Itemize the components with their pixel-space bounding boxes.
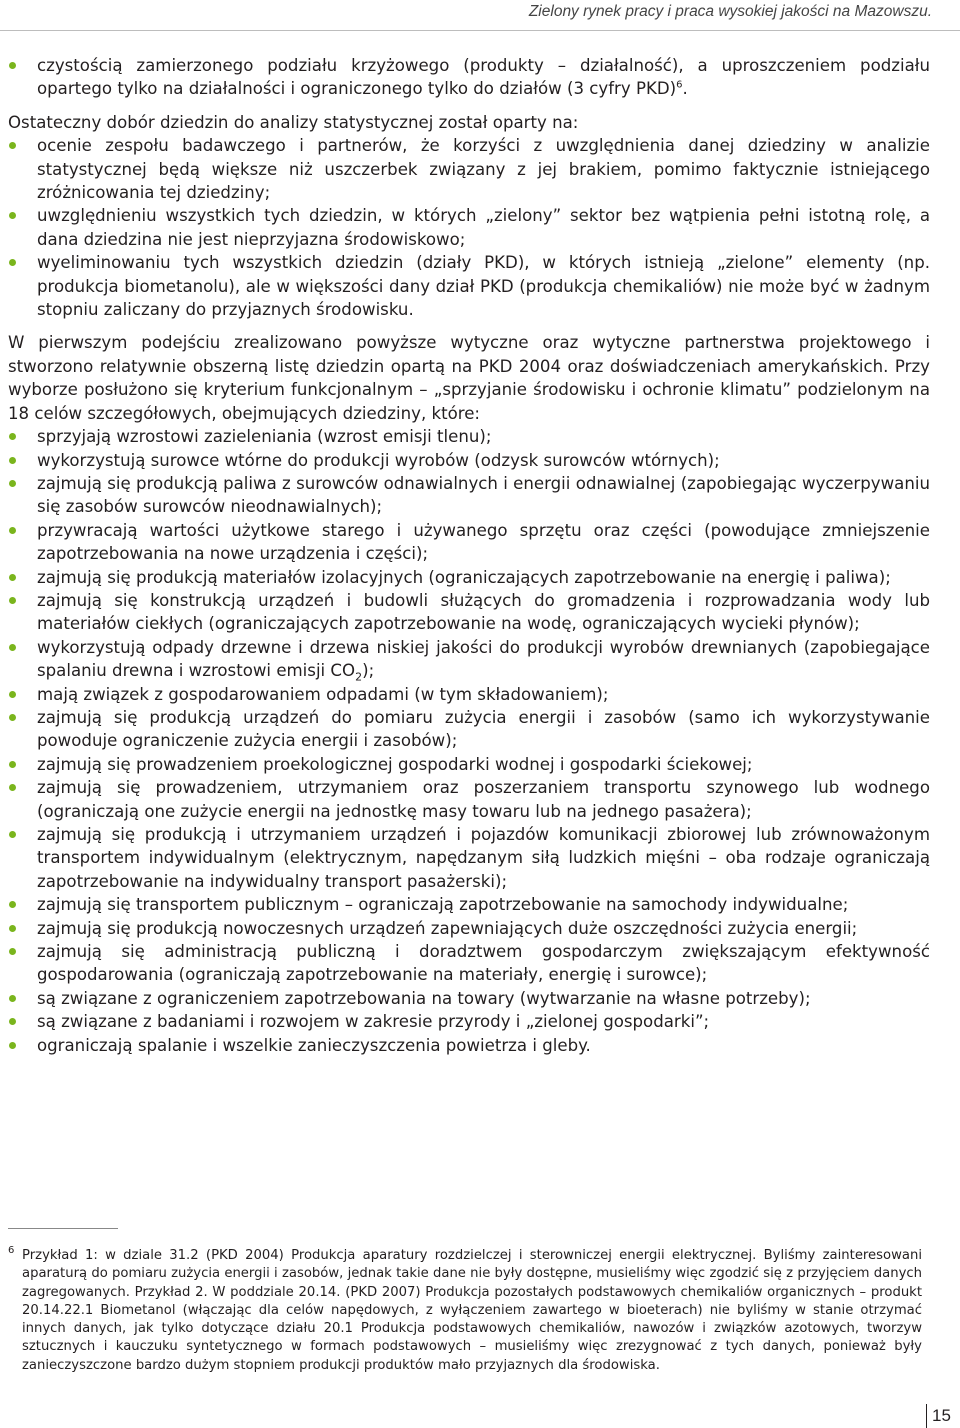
list-item: ograniczają spalanie i wszelkie zanieczyszczenia powietrza i gleby. [8, 1034, 930, 1057]
list-item: zajmują się prowadzeniem, utrzymaniem oraz poszerzaniem transportu szynowego lub wodnego (ograniczają one zużycie energii na jednostkę masy towaru lub na jednego pasażera); [8, 776, 930, 823]
list-item: zajmują się produkcją i utrzymaniem urządzeń i pojazdów komunikacji zbiorowej lub zrównoważonym transportem indywidualnym (elektrycznym, napędzanym siłą ludzkich mięśni – oba rodzaje ograniczają zapotrzebowanie na indywidualny transport pasażerski); [8, 823, 930, 893]
paragraph: Ostateczny dobór dziedzin do analizy statystycznej został oparty na: [8, 112, 579, 132]
paragraph: W pierwszym podejściu zrealizowano powyższe wytyczne oraz wytyczne partnerstwa projektowego i stworzono relatywnie obszerną listę dziedzin opartą na PKD 2004 oraz doświadczeniach amerykańskich. Przy wyborze posłużono się kryterium funkcjonalnym – „sprzyjanie środowisku i ochronie klimatu” podzielonym na 18 celów szczegółowych, obejmujących dziedziny, które: [8, 333, 930, 423]
bullet-list-domains [8, 425, 930, 1057]
footnote-number: 6 [8, 1245, 15, 1256]
footnote-text: Przykład 1: w dziale 31.2 (PKD 2004) Produkcja aparatury rozdzielczej i sterowniczej energii elektrycznej. Byliśmy zainteresowani aparaturą do pomiaru zużycia energii i zasobów, jednak takie dane nie były dostępne, musieliśmy więc zgodzić się z przyjęciem danych zagregowanych. Przykład 2. W poddziale 20.14. (PKD 2007) Produkcja pozostałych podstawowych chemikaliów organicznych – produkt 20.14.22.1 Biometanol (włączając dla celów napędowych, z wyłączeniem zawartego w bioeterach) nie byliśmy w stanie otrzymać innych danych, jak tylko dotyczące działu 20.1 Produkcja podstawowych chemikaliów, nawozów i związków azotowych, tworzyw sztucznych i kauczuku syntetycznego w formach podstawowych – musieliśmy więc zrezygnować z tych danych, ponieważ były zanieczyszczone bardzo dużym stopniem produkcji produktów mało przyjaznych dla środowiska. [22, 1248, 922, 1373]
list-item: przywracają wartości użytkowe starego i używanego sprzętu oraz części (powodujące zmniejszenie zapotrzebowania na nowe urządzenia i części); [8, 519, 930, 566]
list-item: wykorzystują surowce wtórne do produkcji wyrobów (odzysk surowców wtórnych); [8, 449, 930, 472]
list-item: uwzględnieniu wszystkich tych dziedzin, w których „zielony” sektor bez wątpienia pełni istotną rolę, a dana dziedzina nie jest nieprzyjazna środowiskowo; [8, 204, 930, 251]
list-item: ocenie zespołu badawczego i partnerów, że korzyści z uwzględnienia danej dziedziny w analizie statystycznej będą większe niż uszczerbek związany z jej brakiem, pomimo faktycznie istniejącego zróżnicowania tej dziedziny; [8, 134, 930, 204]
list-item: zajmują się konstrukcją urządzeń i budowli służących do gromadzenia i rozprowadzania wody lub materiałów ciekłych (ograniczających zapotrzebowanie na wodę, ograniczających wycieki płynów); [8, 589, 930, 636]
list-item: zajmują się prowadzeniem proekologicznej gospodarki wodnej i gospodarki ściekowej; [8, 753, 930, 776]
list-item: zajmują się produkcją urządzeń do pomiaru zużycia energii i zasobów (samo ich wykorzystywanie powoduje ograniczenie zużycia energii i zasobów); [8, 706, 930, 753]
main-content [8, 54, 930, 1057]
list-item: sprzyjają wzrostowi zazieleniania (wzrost emisji tlenu); [8, 425, 930, 448]
list-item: wyeliminowaniu tych wszystkich dziedzin (działy PKD), w których istnieją „zielone” elementy (np. produkcja biometanolu), ale w większości dany dział PKD (produkcja chemikaliów) nie może być w żadnym stopniu zaliczany do przyjaznych środowisku. [8, 251, 930, 321]
list-item: zajmują się administracją publiczną i doradztwem gospodarczym zwiększającym efektywność gospodarowania (ograniczają zapotrzebowanie na materiały, energię i surowce); [8, 940, 930, 987]
list-item: zajmują się produkcją paliwa z surowców odnawialnych i energii odnawialnej (zapobiegając wyczerpywaniu się zasobów surowców nieodnawialnych); [8, 472, 930, 519]
list-item: mają związek z gospodarowaniem odpadami (w tym składowaniem); [8, 683, 930, 706]
list-item: zajmują się produkcją materiałów izolacyjnych (ograniczających zapotrzebowanie na energię i paliwa); [8, 566, 930, 589]
footnote [8, 1247, 922, 1375]
list-item: czystością zamierzonego podziału krzyżowego (produkty – działalność), a uproszczeniem podziału opartego tylko na działalności i ograniczonego tylko do działów (3 cyfry PKD)$^6$. [8, 54, 930, 101]
header-rule [0, 30, 960, 31]
footnote-ref[interactable]: 6 [676, 79, 683, 91]
list-item: zajmują się produkcją nowoczesnych urządzeń zapewniających duże oszczędności zużycia energii; [8, 917, 930, 940]
footnote-rule [8, 1228, 118, 1229]
running-header: Zielony rynek pracy i praca wysokiej jakości na Mazowszu. [528, 3, 932, 20]
list-item: są związane z badaniami i rozwojem w zakresie przyrody i „zielonej gospodarki”; [8, 1010, 930, 1033]
list-item: są związane z ograniczeniem zapotrzebowania na towary (wytwarzanie na własne potrzeby); [8, 987, 930, 1010]
bullet-list-criteria [8, 134, 930, 321]
list-item: zajmują się transportem publicznym – ograniczają zapotrzebowanie na samochody indywidualne; [8, 893, 930, 916]
list-item: wykorzystują odpady drzewne i drzewa niskiej jakości do produkcji wyrobów drewnianych (zapobiegające spalaniu drewna i wzrostowi emisji $CO_2$); [8, 636, 930, 683]
page-number: 15 [926, 1404, 960, 1428]
bullet-list-continued [8, 54, 930, 101]
